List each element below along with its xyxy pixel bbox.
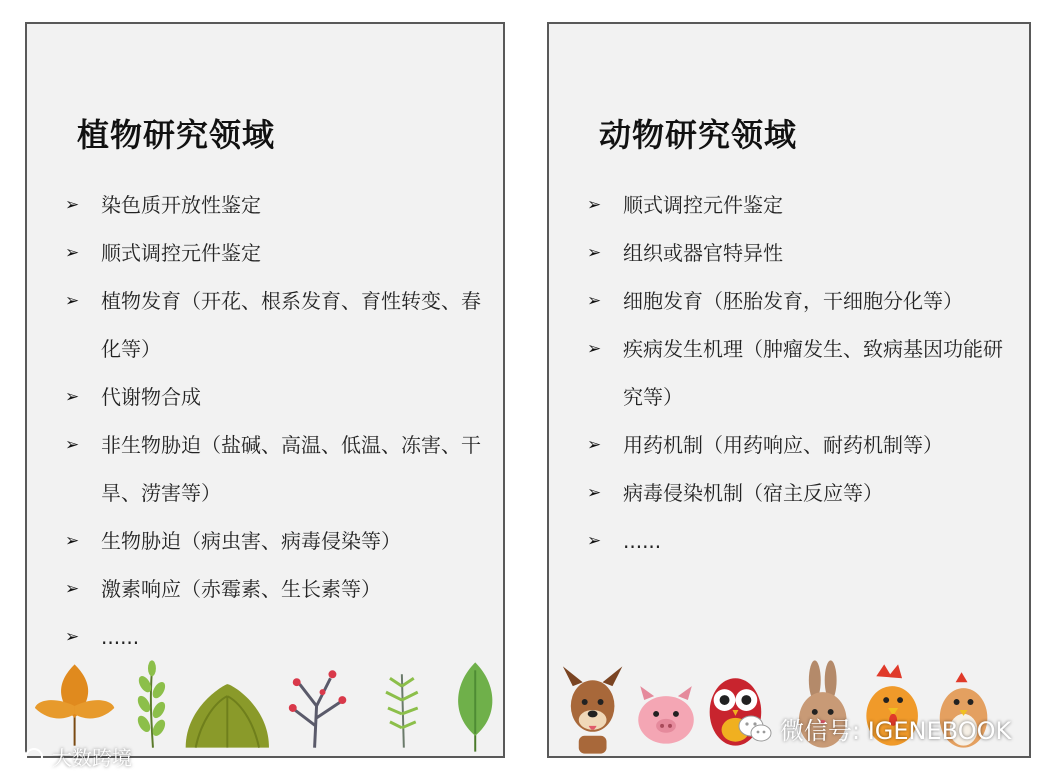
list-item xyxy=(587,421,1009,469)
list-item-text: 组织或器官特异性 xyxy=(623,241,783,265)
plant-panel-title: 植物研究领域 xyxy=(77,116,276,154)
dog-icon xyxy=(563,666,623,753)
wechat-watermark xyxy=(738,711,1011,746)
arrow-bullet-icon: ➢ xyxy=(587,339,602,359)
list-item xyxy=(65,181,483,229)
list-item xyxy=(65,421,483,517)
list-item-text: 非生物胁迫（盐碱、高温、低温、冻害、干旱、涝害等） xyxy=(101,433,481,505)
list-item-text: 病毒侵染机制（宿主反应等） xyxy=(623,481,883,505)
list-item-text: 细胞发育（胚胎发育，干细胞分化等） xyxy=(623,289,963,313)
fern-plant-icon xyxy=(386,674,418,747)
list-item xyxy=(587,517,1009,565)
list-item xyxy=(587,181,1009,229)
list-item-text: 植物发育（开花、根系发育、育性转变、春化等） xyxy=(101,289,481,361)
list-item-text: 疾病发生机理（肿瘤发生、致病基因功能研究等） xyxy=(623,337,1003,409)
plant-list xyxy=(65,181,483,661)
dashuju-logo-icon xyxy=(8,746,48,768)
animal-panel xyxy=(547,22,1031,758)
list-item xyxy=(587,325,1009,421)
list-item-text: 用药机制（用药响应、耐药机制等） xyxy=(623,433,943,457)
arrow-bullet-icon: ➢ xyxy=(65,531,80,551)
arrow-bullet-icon: ➢ xyxy=(65,387,80,407)
list-item-text: ...... xyxy=(623,529,662,553)
arrow-bullet-icon: ➢ xyxy=(65,435,80,455)
arrow-bullet-icon: ➢ xyxy=(65,291,80,311)
list-item-text: 代谢物合成 xyxy=(101,385,201,409)
arrow-bullet-icon: ➢ xyxy=(587,195,602,215)
wechat-icon xyxy=(738,714,772,744)
list-item-text: ...... xyxy=(101,625,140,649)
list-item xyxy=(65,613,483,661)
list-item-text: 激素响应（赤霉素、生长素等） xyxy=(101,577,381,601)
list-item-text: 生物胁迫（病虫害、病毒侵染等） xyxy=(101,529,401,553)
plant-illustrations xyxy=(27,656,503,756)
list-item xyxy=(65,373,483,421)
list-item xyxy=(65,277,483,373)
list-item xyxy=(65,517,483,565)
bush-icon xyxy=(186,684,269,747)
list-item xyxy=(65,565,483,613)
arrow-bullet-icon: ➢ xyxy=(587,435,602,455)
arrow-bullet-icon: ➢ xyxy=(65,579,80,599)
list-item xyxy=(587,469,1009,517)
animal-list xyxy=(587,181,1009,565)
plant-panel xyxy=(25,22,505,758)
list-item-text: 顺式调控元件鉴定 xyxy=(623,193,783,217)
berry-branch-icon xyxy=(289,670,347,747)
arrow-bullet-icon: ➢ xyxy=(65,627,80,647)
green-sprig-icon xyxy=(135,660,167,747)
list-item xyxy=(587,229,1009,277)
dashuju-watermark xyxy=(8,742,132,771)
green-leaf-icon xyxy=(458,662,492,751)
arrow-bullet-icon: ➢ xyxy=(65,243,80,263)
arrow-bullet-icon: ➢ xyxy=(587,291,602,311)
arrow-bullet-icon: ➢ xyxy=(587,531,602,551)
arrow-bullet-icon: ➢ xyxy=(587,243,602,263)
arrow-bullet-icon: ➢ xyxy=(65,195,80,215)
list-item xyxy=(65,229,483,277)
animal-panel-title: 动物研究领域 xyxy=(599,116,798,154)
list-item xyxy=(587,277,1009,325)
arrow-bullet-icon: ➢ xyxy=(587,483,602,503)
dashuju-watermark-text: 大数跨境 xyxy=(52,746,132,770)
orange-leaf-icon xyxy=(35,664,114,745)
wechat-watermark-text: 微信号: IGENEBOOK xyxy=(780,717,1012,745)
list-item-text: 染色质开放性鉴定 xyxy=(101,193,261,217)
pig-icon xyxy=(638,686,694,744)
list-item-text: 顺式调控元件鉴定 xyxy=(101,241,261,265)
